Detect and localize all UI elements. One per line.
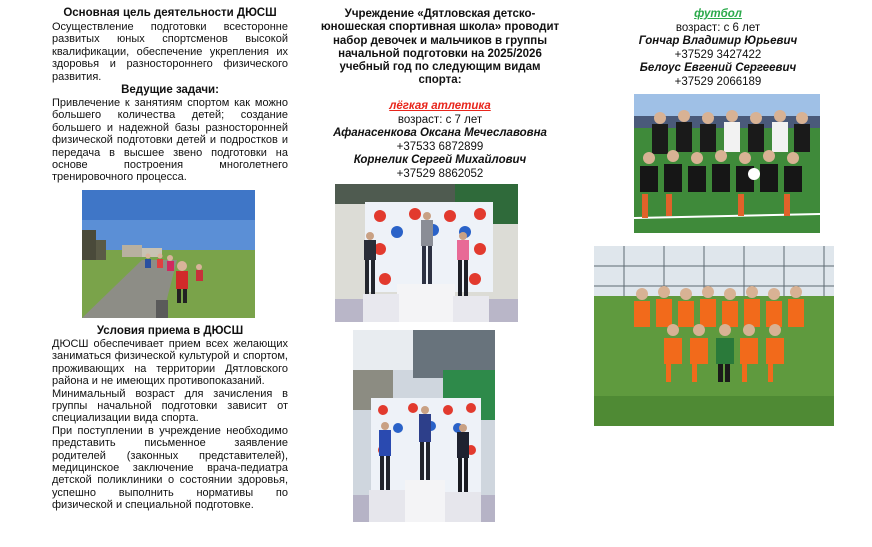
tasks-heading: Ведущие задачи: xyxy=(121,84,219,97)
goal-text: Осуществление подготовки всесторонне развитых юных спортсменов высокой квалификации, обеспечение укрепления их здоровья и разностороннего физического развития. xyxy=(52,21,288,83)
athletics-sport-name: лёгкая атлетика xyxy=(389,100,491,112)
left-column xyxy=(52,0,288,184)
athletics-age: возраст: с 7 лет xyxy=(397,113,483,126)
football-coach2-phone: +37529 2066189 xyxy=(674,75,762,88)
athletics-podium-photo-1 xyxy=(335,184,518,322)
football-boys-team-photo xyxy=(594,246,834,426)
football-girls-team-photo xyxy=(634,94,820,233)
athletics-section xyxy=(320,100,560,181)
announcement-title: Учреждение «Дятловская детско-юношеская спортивная школа» проводит набор девочек и мальчиков в группы начальной подготовки на 2025/2026 учебный год по следующим видам спорта: xyxy=(320,8,560,87)
football-coach1-phone: +37529 3427422 xyxy=(674,48,762,61)
conditions-paragraph-1: ДЮСШ обеспечивает прием всех желающих заниматься физической культурой и спортом, проживающих на территории Дятловского района и не имеющих противопоказаний. xyxy=(52,338,288,388)
football-age: возраст: с 6 лет xyxy=(675,21,761,34)
conditions-paragraph-3: При поступлении в учреждение необходимо представить письменное заявление родителей (законных представителей), медицинское заключение врача-педиатра детской поликлиники о состоянии здоровья, успешно выполнить нормативы по физической и специальной подготовке. xyxy=(52,424,288,512)
goal-heading: Основная цель деятельности ДЮСШ xyxy=(63,7,277,19)
conditions-heading: Условия приема в ДЮСШ xyxy=(96,325,244,337)
athletics-coach2-name: Корнелик Сергей Михайлович xyxy=(353,154,527,166)
running-children-photo xyxy=(82,190,255,318)
athletics-podium-photo-2 xyxy=(353,330,495,522)
conditions-paragraph-2: Минимальный возраст для зачисления в группы начальной подготовки зависит от специализации вида спорта. xyxy=(52,387,288,425)
tasks-text: Привлечение к занятиям спортом как можно большего количества детей; создание большего и надежной базы разносторонней физической подготовки детей и подростков и передача в высшее звено подготовки на основе построения многолетнего тренировочного процесса. xyxy=(52,97,288,184)
conditions-section xyxy=(52,325,288,512)
football-section xyxy=(598,8,838,89)
athletics-coach1-phone: +37533 6872899 xyxy=(396,140,484,153)
football-sport-name: футбол xyxy=(694,8,742,20)
football-coach1-name: Гончар Владимир Юрьевич xyxy=(638,35,798,47)
athletics-coach1-name: Афанасенкова Оксана Мечеславовна xyxy=(333,127,547,139)
football-coach2-name: Белоус Евгений Сергеевич xyxy=(639,62,797,74)
athletics-coach2-phone: +37529 8862052 xyxy=(396,167,484,180)
